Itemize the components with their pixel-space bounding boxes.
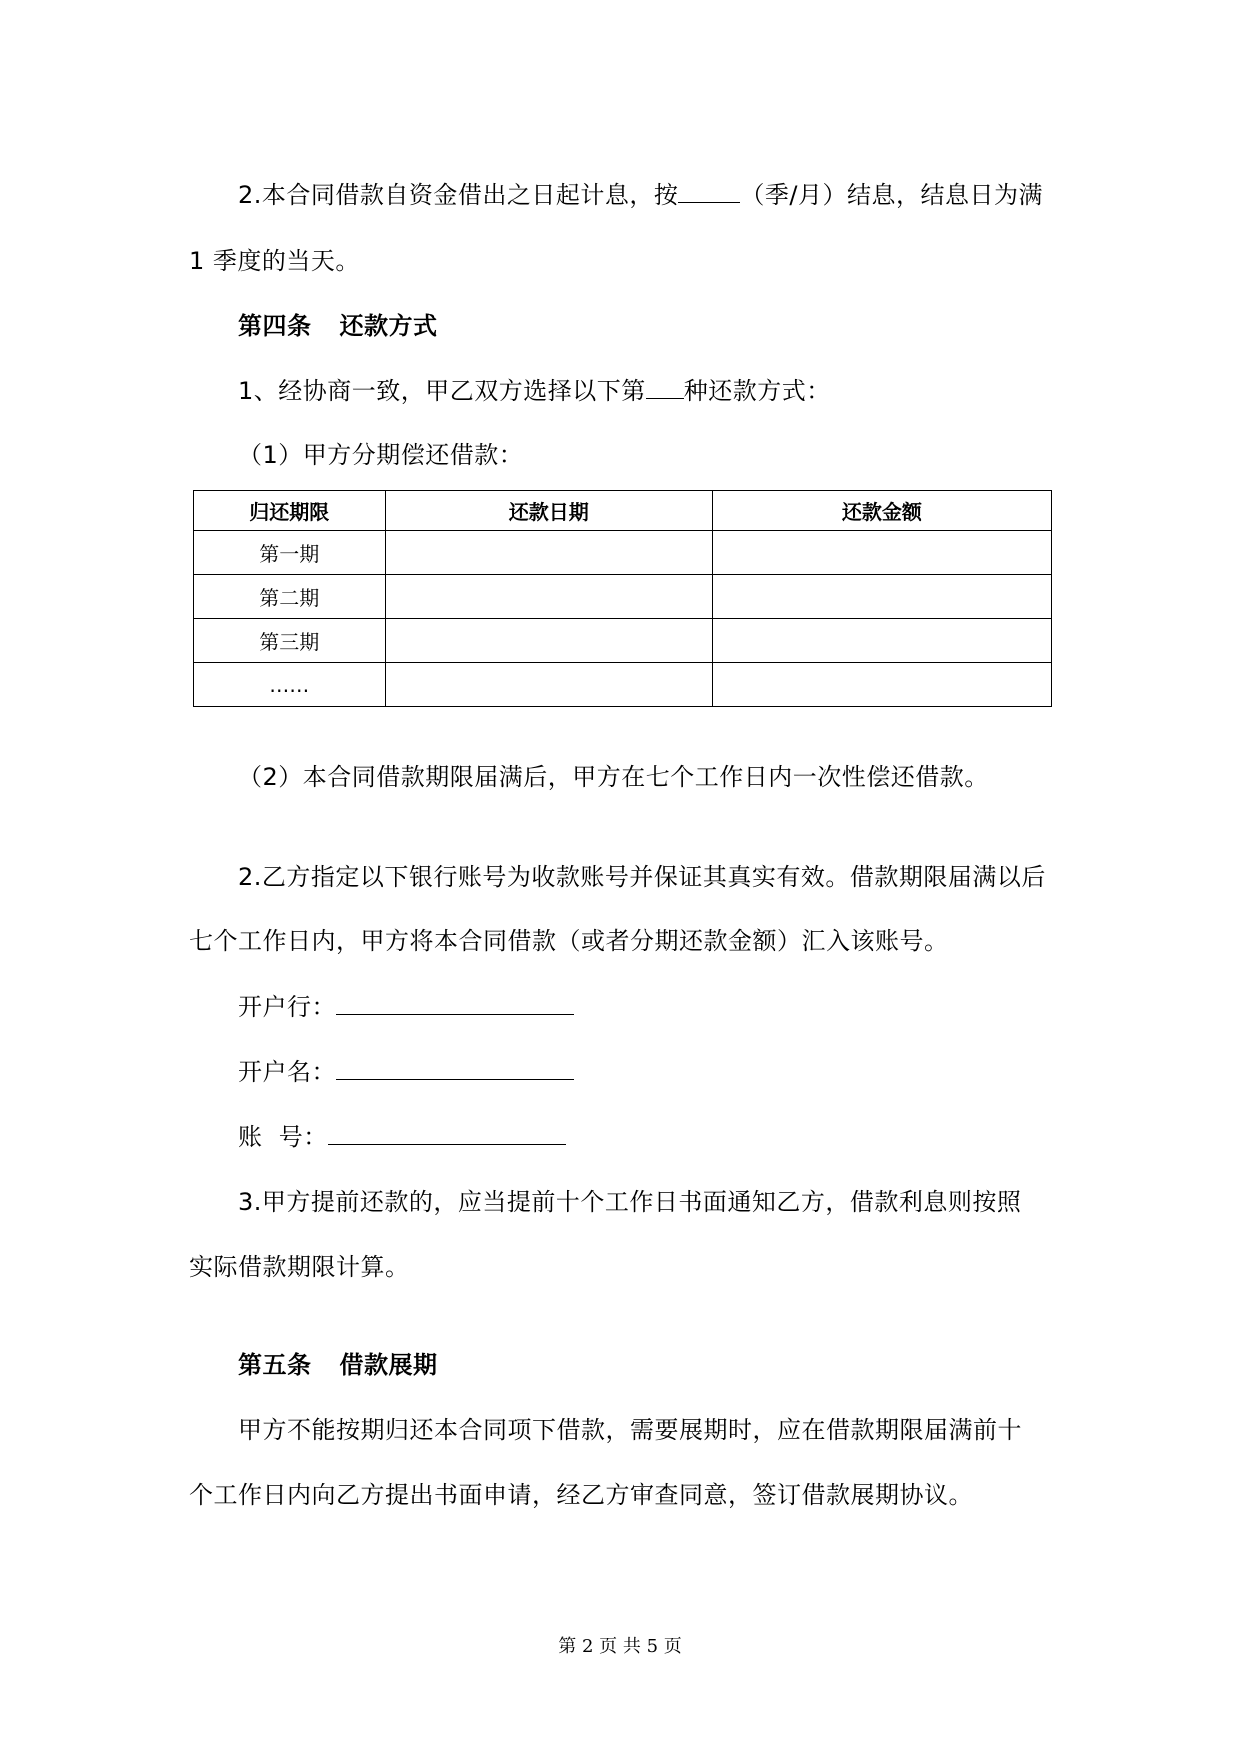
period-cell: 第一期 [194, 531, 386, 575]
article4-item1-text-a: 1、经协商一致，甲乙双方选择以下第 [238, 377, 646, 405]
account-name-blank [336, 1057, 574, 1080]
repayment-option-blank [646, 376, 684, 399]
table-row [194, 663, 1052, 707]
amount-cell [712, 619, 1051, 663]
table-row [194, 619, 1052, 663]
bank-blank [336, 992, 574, 1015]
account-name-field [238, 1057, 574, 1087]
article4-item3-continuation: 实际借款期限计算。 [189, 1253, 410, 1281]
header-amount: 还款金额 [712, 491, 1051, 531]
article5-heading [238, 1350, 438, 1380]
account-number-label: 账 号： [238, 1123, 328, 1151]
installment-option-label: （1）甲方分期偿还借款： [238, 441, 524, 469]
page-number-footer: 第 2 页 共 5 页 [558, 1636, 682, 1657]
table-row [194, 575, 1052, 619]
article5-number: 第五条 [238, 1351, 312, 1379]
date-cell [385, 575, 712, 619]
amount-cell [712, 663, 1051, 707]
clause3-item2-text-b: （季/月）结息，结息日为满 [740, 181, 1043, 209]
bank-field [238, 992, 574, 1022]
installment-table [193, 490, 1052, 707]
date-cell [385, 619, 712, 663]
clause3-item2-text-a: 2.本合同借款自资金借出之日起计息，按 [238, 181, 679, 209]
period-cell: 第三期 [194, 619, 386, 663]
article4-item1-text-b: 种还款方式： [683, 377, 831, 405]
article5-text-line: 甲方不能按期归还本合同项下借款，需要展期时，应在借款期限届满前十 [238, 1416, 1022, 1444]
table-row [194, 531, 1052, 575]
lump-sum-option: （2）本合同借款期限届满后，甲方在七个工作日内一次性偿还借款。 [238, 763, 989, 791]
table-header-row [194, 491, 1052, 531]
article5-title: 借款展期 [339, 1351, 438, 1379]
article4-number: 第四条 [238, 312, 312, 340]
header-date: 还款日期 [385, 491, 712, 531]
article4-item3-line: 3.甲方提前还款的，应当提前十个工作日书面通知乙方，借款利息则按照 [238, 1188, 1022, 1216]
account-number-field [238, 1122, 566, 1152]
period-cell: 第二期 [194, 575, 386, 619]
article4-item2-continuation: 七个工作日内，甲方将本合同借款（或者分期还款金额）汇入该账号。 [189, 927, 949, 955]
bank-label: 开户行： [238, 993, 336, 1021]
account-number-blank [328, 1122, 566, 1145]
article4-heading [238, 311, 438, 341]
date-cell [385, 663, 712, 707]
amount-cell [712, 575, 1051, 619]
date-cell [385, 531, 712, 575]
article4-item2-line: 2.乙方指定以下银行账号为收款账号并保证其真实有效。借款期限届满以后 [238, 863, 1046, 891]
amount-cell [712, 531, 1051, 575]
clause3-item2-line [238, 180, 1043, 210]
settlement-period-blank [678, 180, 740, 203]
account-name-label: 开户名： [238, 1058, 336, 1086]
article4-item1-line [238, 376, 831, 406]
article5-text-continuation: 个工作日内向乙方提出书面申请，经乙方审查同意，签订借款展期协议。 [189, 1481, 973, 1509]
period-cell: …… [194, 663, 386, 707]
header-period: 归还期限 [194, 491, 386, 531]
clause3-item2-continuation: 1 季度的当天。 [189, 247, 360, 275]
article4-title: 还款方式 [339, 312, 438, 340]
